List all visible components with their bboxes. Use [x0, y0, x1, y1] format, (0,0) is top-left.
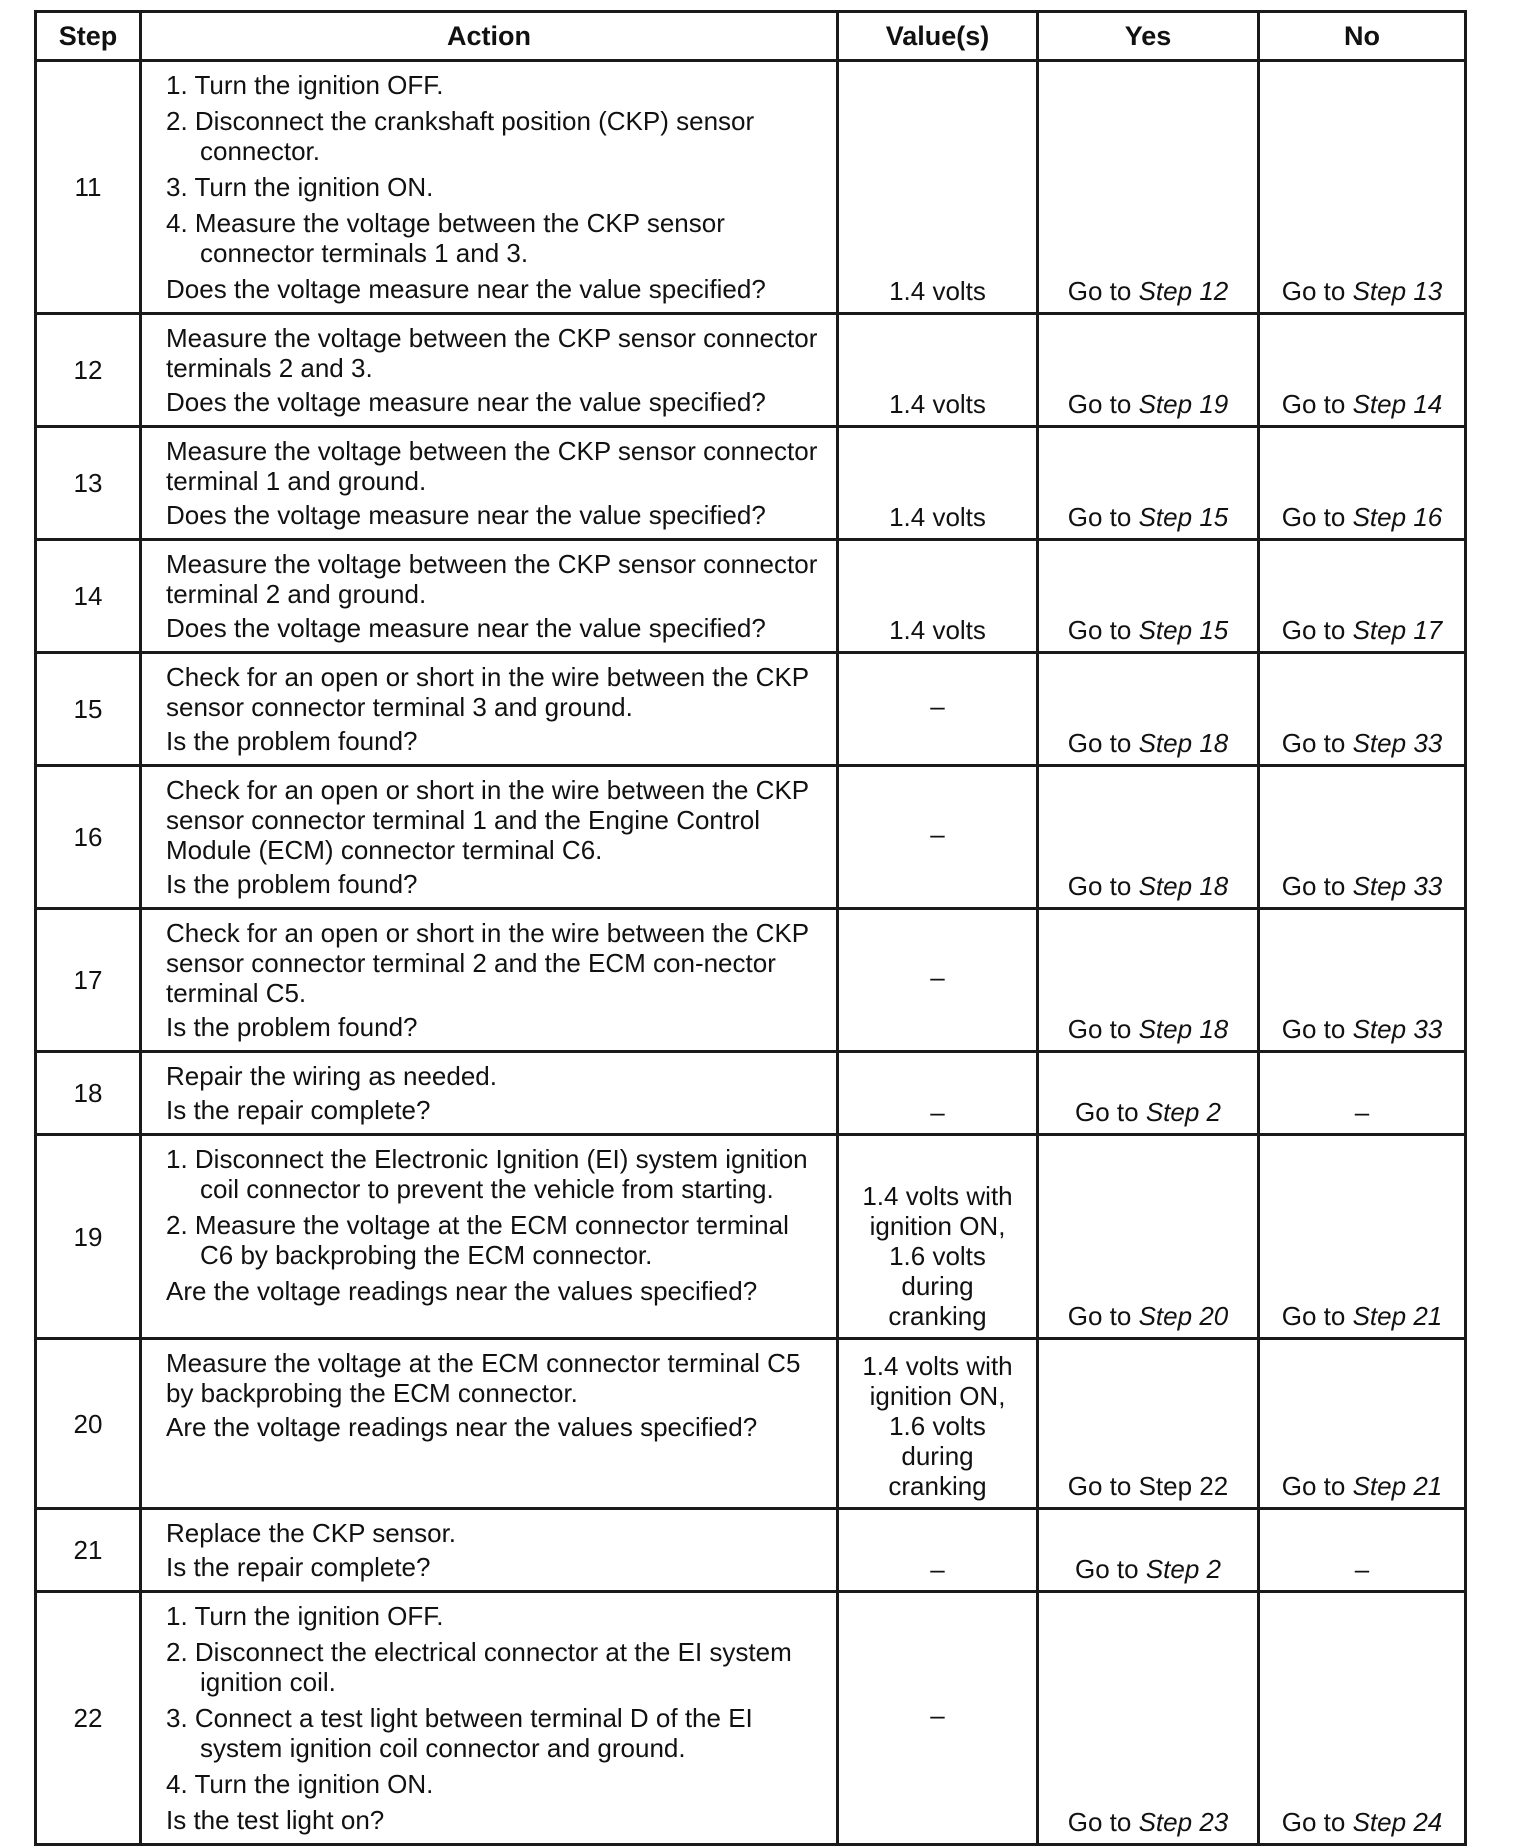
go-to-text: Go to	[1074, 1097, 1146, 1127]
step-word: Step	[1352, 502, 1414, 532]
go-to-text: Go to	[1067, 1807, 1139, 1837]
step-ref-number: 18	[1199, 871, 1229, 901]
value-line: 1.4 volts with	[862, 1181, 1013, 1211]
action-cell	[141, 766, 838, 909]
action-question: Is the problem found?	[166, 1012, 418, 1042]
go-to-text: Go to	[1067, 1301, 1139, 1331]
yes-cell	[1038, 1509, 1259, 1592]
action-cell	[141, 653, 838, 766]
go-to-text: Go to	[1281, 389, 1353, 419]
yes-cell	[1038, 427, 1259, 540]
step-word: Step	[1138, 502, 1200, 532]
step-ref-number: 20	[1199, 1301, 1229, 1331]
go-to-text: Go to	[1281, 615, 1353, 645]
value-line: cranking	[888, 1301, 987, 1331]
no-step-ref	[1353, 1807, 1443, 1837]
header-no: No	[1259, 12, 1466, 61]
table-row	[36, 1509, 1466, 1592]
step-word: Step	[1138, 871, 1200, 901]
action-text: Repair the wiring as needed.	[166, 1061, 497, 1091]
action-text: Measure the voltage at the ECM connector terminal C5 by backprobing the ECM connector.	[166, 1348, 801, 1408]
no-cell	[1259, 909, 1466, 1052]
action-cell	[141, 1509, 838, 1592]
header-step: Step	[36, 12, 141, 61]
table-row	[36, 1339, 1466, 1509]
yes-step-ref	[1146, 1097, 1221, 1127]
action-question: Is the test light on?	[166, 1805, 385, 1835]
yes-cell	[1038, 766, 1259, 909]
action-item: 4. Turn the ignition ON.	[166, 1769, 434, 1799]
table-row	[36, 314, 1466, 427]
no-cell	[1259, 1592, 1466, 1845]
step-ref-number: 14	[1413, 389, 1443, 419]
no-step-ref	[1353, 502, 1443, 532]
no-cell	[1259, 61, 1466, 314]
action-question: Is the repair complete?	[166, 1552, 431, 1582]
action-cell	[141, 427, 838, 540]
yes-cell	[1038, 1592, 1259, 1845]
step-word: Step	[1138, 1807, 1200, 1837]
go-to-text: Go to	[1281, 728, 1353, 758]
step-word: Step	[1138, 1301, 1200, 1331]
action-item: 2. Measure the voltage at the ECM connector terminal C6 by backprobing the ECM connector.	[166, 1210, 789, 1270]
action-cell	[141, 1135, 838, 1339]
value-cell: 1.4 volts	[838, 540, 1038, 653]
step-word: Step	[1352, 1471, 1414, 1501]
step-word: Step	[1352, 615, 1414, 645]
step-ref-number: 23	[1199, 1807, 1229, 1837]
value-cell: –	[838, 1592, 1038, 1845]
yes-step-ref	[1139, 871, 1229, 901]
action-cell	[141, 314, 838, 427]
action-text: Measure the voltage between the CKP sensor connector terminal 2 and ground.	[166, 549, 818, 609]
no-cell	[1259, 653, 1466, 766]
go-to-text: Go to	[1067, 276, 1139, 306]
step-ref-number: 19	[1199, 389, 1229, 419]
yes-cell	[1038, 540, 1259, 653]
step-ref-number: 33	[1413, 728, 1443, 758]
step-word: Step	[1352, 1301, 1414, 1331]
step-ref-number: 17	[1413, 615, 1443, 645]
step-number: 16	[36, 766, 141, 909]
table-row	[36, 1052, 1466, 1135]
yes-cell: Go to Step 22	[1038, 1339, 1259, 1509]
diagnostic-table	[34, 10, 1467, 1846]
table-row	[36, 1592, 1466, 1845]
go-to-text: Go to	[1074, 1554, 1146, 1584]
step-word: Step	[1352, 1807, 1414, 1837]
yes-step-ref	[1139, 1807, 1229, 1837]
step-ref-number: 15	[1199, 615, 1229, 645]
action-text: Check for an open or short in the wire between the CKP sensor connector terminal 3 and ground.	[166, 662, 809, 722]
value-line: ignition ON,	[869, 1211, 1006, 1241]
go-to-text: Go to	[1281, 1471, 1353, 1501]
step-word: Step	[1352, 276, 1414, 306]
step-ref-number: 12	[1199, 276, 1229, 306]
go-to-text: Go to	[1281, 1807, 1353, 1837]
no-step-ref	[1353, 1301, 1443, 1331]
value-line: 1.6 volts	[889, 1241, 986, 1271]
no-cell	[1259, 314, 1466, 427]
step-ref-number: 18	[1199, 728, 1229, 758]
no-cell	[1259, 1135, 1466, 1339]
yes-step-ref	[1139, 615, 1229, 645]
action-item: 2. Disconnect the electrical connector at the EI system ignition coil.	[166, 1637, 792, 1697]
action-question: Is the problem found?	[166, 726, 418, 756]
action-question: Does the voltage measure near the value specified?	[166, 500, 766, 530]
action-text: Check for an open or short in the wire between the CKP sensor connector terminal 2 and the ECM con-nector terminal C5.	[166, 918, 809, 1008]
step-ref-number: 21	[1413, 1301, 1443, 1331]
no-cell	[1259, 540, 1466, 653]
value-line: during	[901, 1441, 974, 1471]
header-action: Action	[141, 12, 838, 61]
action-cell	[141, 540, 838, 653]
no-cell	[1259, 427, 1466, 540]
value-line: 1.4 volts with	[862, 1351, 1013, 1381]
action-item: 4. Measure the voltage between the CKP sensor connector terminals 1 and 3.	[166, 208, 725, 268]
yes-step-ref	[1139, 389, 1229, 419]
go-to-text: Go to	[1281, 1014, 1353, 1044]
yes-step-ref	[1139, 728, 1229, 758]
action-cell	[141, 909, 838, 1052]
no-cell	[1259, 766, 1466, 909]
step-word: Step	[1138, 1014, 1200, 1044]
action-cell	[141, 61, 838, 314]
action-item: 1. Turn the ignition OFF.	[166, 70, 444, 100]
step-number: 17	[36, 909, 141, 1052]
no-step-ref	[1353, 1471, 1443, 1501]
table-row	[36, 1135, 1466, 1339]
action-question: Is the problem found?	[166, 869, 418, 899]
action-text: Check for an open or short in the wire between the CKP sensor connector terminal 1 and the Engine Control Module (ECM) connector terminal C6.	[166, 775, 809, 865]
yes-cell	[1038, 61, 1259, 314]
table-row	[36, 61, 1466, 314]
value-cell: –	[838, 1052, 1038, 1135]
step-ref-number: 21	[1413, 1471, 1443, 1501]
step-word: Step	[1352, 1014, 1414, 1044]
step-number: 15	[36, 653, 141, 766]
step-word: Step	[1352, 728, 1414, 758]
step-word: Step	[1138, 276, 1200, 306]
action-question: Are the voltage readings near the values specified?	[166, 1412, 758, 1442]
step-word: Step	[1352, 871, 1414, 901]
go-to-text: Go to	[1067, 728, 1139, 758]
value-line: cranking	[888, 1471, 987, 1501]
value-cell	[838, 1339, 1038, 1509]
step-ref-number: 13	[1413, 276, 1443, 306]
yes-step-ref	[1139, 276, 1229, 306]
go-to-text: Go to	[1067, 871, 1139, 901]
table-row	[36, 766, 1466, 909]
step-ref-number: 16	[1413, 502, 1443, 532]
yes-cell	[1038, 653, 1259, 766]
go-to-text: Go to	[1281, 1301, 1353, 1331]
action-question: Does the voltage measure near the value specified?	[166, 274, 766, 304]
go-to-text: Go to	[1067, 389, 1139, 419]
step-number: 13	[36, 427, 141, 540]
step-word: Step	[1352, 389, 1414, 419]
no-step-ref	[1353, 615, 1443, 645]
action-item: 1. Turn the ignition OFF.	[166, 1601, 444, 1631]
yes-step-ref	[1139, 1301, 1229, 1331]
no-cell: –	[1259, 1052, 1466, 1135]
step-number: 18	[36, 1052, 141, 1135]
value-cell: 1.4 volts	[838, 427, 1038, 540]
action-text: Measure the voltage between the CKP sensor connector terminals 2 and 3.	[166, 323, 818, 383]
no-step-ref	[1353, 1014, 1443, 1044]
no-cell	[1259, 1339, 1466, 1509]
action-cell	[141, 1339, 838, 1509]
go-to-text: Go to	[1281, 871, 1353, 901]
step-ref-number: 2	[1206, 1097, 1221, 1127]
go-to-text: Go to	[1067, 615, 1139, 645]
table-row	[36, 909, 1466, 1052]
step-number: 21	[36, 1509, 141, 1592]
action-question: Does the voltage measure near the value specified?	[166, 387, 766, 417]
action-item: 3. Connect a test light between terminal D of the EI system ignition coil connector and ground.	[166, 1703, 753, 1763]
step-number: 12	[36, 314, 141, 427]
action-item: 3. Turn the ignition ON.	[166, 172, 434, 202]
step-number: 22	[36, 1592, 141, 1845]
step-ref-number: 33	[1413, 871, 1443, 901]
yes-step-ref	[1146, 1554, 1221, 1584]
step-word: Step	[1138, 615, 1200, 645]
step-ref-number: 2	[1206, 1554, 1221, 1584]
action-item: 1. Disconnect the Electronic Ignition (EI) system ignition coil connector to prevent the vehicle from starting.	[166, 1144, 808, 1204]
step-number: 14	[36, 540, 141, 653]
go-to-text: Go to	[1281, 276, 1353, 306]
yes-step-ref	[1139, 1014, 1229, 1044]
yes-cell	[1038, 909, 1259, 1052]
go-to-text: Go to	[1281, 502, 1353, 532]
value-cell: 1.4 volts	[838, 61, 1038, 314]
value-cell	[838, 1135, 1038, 1339]
yes-cell	[1038, 314, 1259, 427]
action-text: Measure the voltage between the CKP sensor connector terminal 1 and ground.	[166, 436, 818, 496]
no-step-ref	[1353, 871, 1443, 901]
step-ref-number: 15	[1199, 502, 1229, 532]
step-word: Step	[1145, 1554, 1207, 1584]
action-question: Is the repair complete?	[166, 1095, 431, 1125]
go-to-text: Go to	[1067, 502, 1139, 532]
step-ref-number: 33	[1413, 1014, 1443, 1044]
value-cell: –	[838, 909, 1038, 1052]
action-cell	[141, 1052, 838, 1135]
table-row	[36, 540, 1466, 653]
value-cell: –	[838, 653, 1038, 766]
action-item: 2. Disconnect the crankshaft position (CKP) sensor connector.	[166, 106, 755, 166]
table-header-row	[36, 12, 1466, 61]
value-line: 1.6 volts	[889, 1411, 986, 1441]
step-ref-number: 18	[1199, 1014, 1229, 1044]
action-question: Does the voltage measure near the value specified?	[166, 613, 766, 643]
value-cell: –	[838, 1509, 1038, 1592]
action-text: Replace the CKP sensor.	[166, 1518, 457, 1548]
table-row	[36, 427, 1466, 540]
step-number: 19	[36, 1135, 141, 1339]
step-number: 11	[36, 61, 141, 314]
header-values: Value(s)	[838, 12, 1038, 61]
value-cell: 1.4 volts	[838, 314, 1038, 427]
action-cell	[141, 1592, 838, 1845]
diagnostic-table-page	[34, 10, 1464, 1846]
no-step-ref	[1353, 276, 1443, 306]
step-word: Step	[1145, 1097, 1207, 1127]
step-word: Step	[1138, 728, 1200, 758]
no-cell: –	[1259, 1509, 1466, 1592]
no-step-ref	[1353, 389, 1443, 419]
go-to-text: Go to	[1067, 1014, 1139, 1044]
table-row	[36, 653, 1466, 766]
step-number: 20	[36, 1339, 141, 1509]
value-line: during	[901, 1271, 974, 1301]
yes-cell	[1038, 1052, 1259, 1135]
step-ref-number: 24	[1413, 1807, 1443, 1837]
action-question: Are the voltage readings near the values specified?	[166, 1276, 758, 1306]
value-cell: –	[838, 766, 1038, 909]
yes-step-ref	[1139, 502, 1229, 532]
yes-cell	[1038, 1135, 1259, 1339]
step-word: Step	[1138, 389, 1200, 419]
header-yes: Yes	[1038, 12, 1259, 61]
no-step-ref	[1353, 728, 1443, 758]
value-line: ignition ON,	[869, 1381, 1006, 1411]
